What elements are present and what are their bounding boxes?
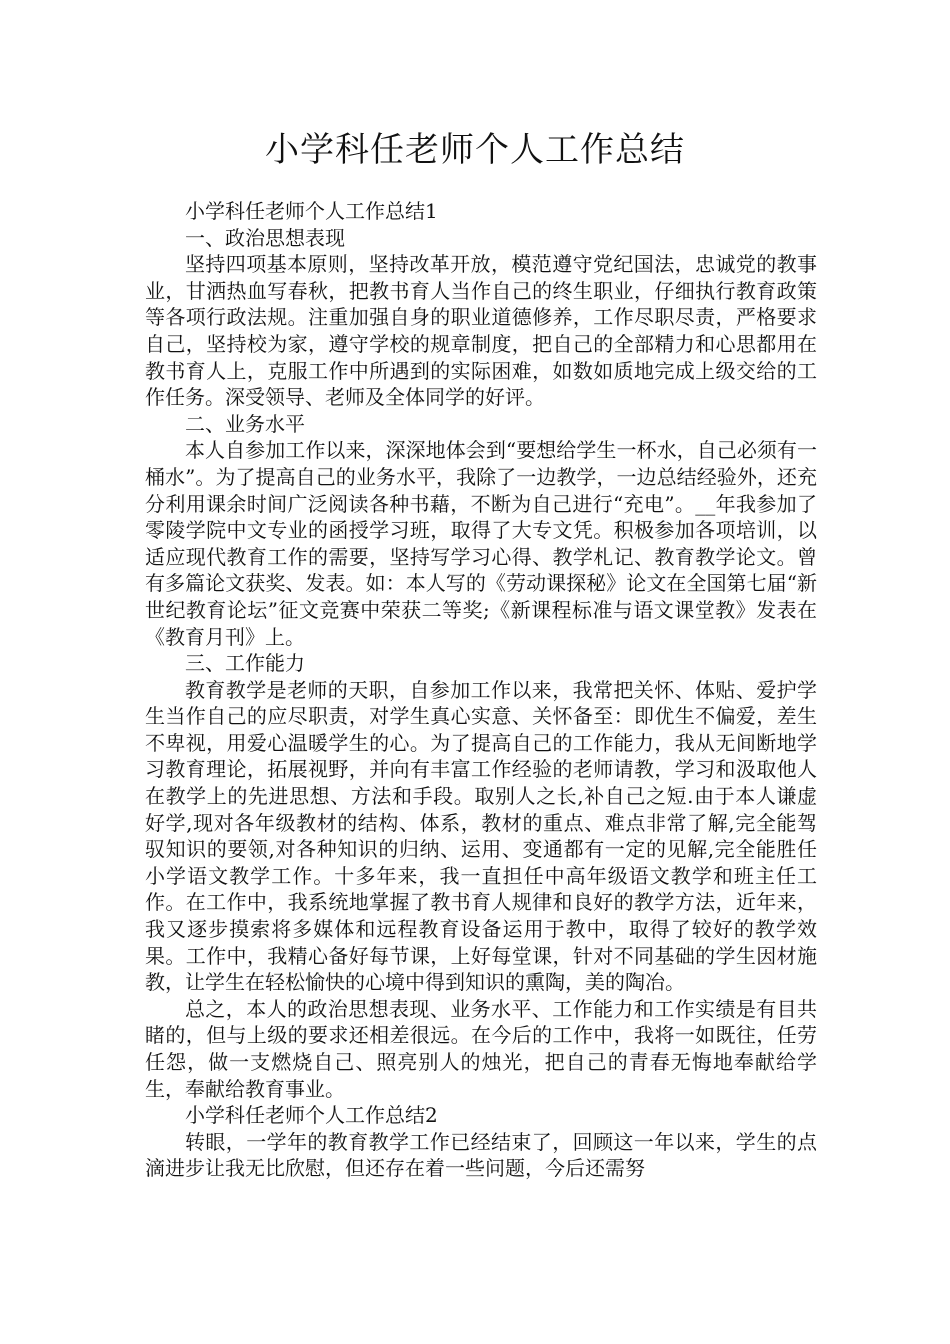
section-heading-1: 小学科任老师个人工作总结1	[185, 199, 438, 223]
paragraph-ability: 教育教学是老师的天职，自参加工作以来，我常把关怀、体贴、爱护学生当作自己的应尽职责，对学生真心实意、关怀备至：即优生不偏爱，差生不卑视，用爱心温暖学生的心。为了提高自己的工作能力，我从无间断地学习教育理论，拓展视野，并向有丰富工作经验的老师请教，学习和汲取他人在教学上的先进思想、方法和手段。取别人之长,补自己之短.由于本人谦虚好学,现对各年级教材的结构、体系，教材的重点、难点非常了解,完全能驾驭知识的要领,对各种知识的归纳、运用、变通都有一定的见解,完全能胜任小学语文教学工作。十多年来，我一直担任中高年级语文教学和班主任工作。在工作中，我系统地掌握了教书育人规律和良好的教学方法，近年来，我又逐步摸索将多媒体和远程教育设备运用于教中，取得了较好的教学效果。工作中，我精心备好每节课，上好每堂课，针对不同基础的学生因材施教，让学生在轻松愉快的心境中得到知识的熏陶，美的陶冶。	[145, 677, 817, 995]
subheading-ability: 三、工作能力	[185, 651, 305, 676]
document-title: 小学科任老师个人工作总结	[265, 130, 685, 170]
paragraph-professional: 本人自参加工作以来，深深地体会到“要想给学生一杯水，自己必须有一桶水”。为了提高自己的业务水平，我除了一边教学，一边总结经验外，还充分利用课余时间广泛阅读各种书藉，不断为自己进行“充电”。__年我参加了零陵学院中文专业的函授学习班，取得了大专文凭。积极参加各项培训，以适应现代教育工作的需要，坚持写学习心得、教学札记、教育教学论文。曾有多篇论文获奖、发表。如：本人写的《劳动课探秘》论文在全国第七届“新世纪教育论坛”征文竞赛中荣获二等奖;《新课程标准与语文课堂教》发表在《教育月刊》上。	[145, 438, 817, 649]
subheading-professional: 二、业务水平	[185, 411, 305, 436]
subheading-politics: 一、政治思想表现	[185, 225, 345, 250]
paragraph-summary: 总之，本人的政治思想表现、业务水平、工作能力和工作实绩是有目共睹的，但与上级的要求还相差很远。在今后的工作中，我将一如既往，任劳任怨，做一支燃烧自己、照亮别人的烛光，把自己的青春无悔地奉献给学生，奉献给教育事业。	[145, 996, 817, 1101]
document-body	[145, 198, 817, 1182]
paragraph-politics: 坚持四项基本原则，坚持改革开放，模范遵守党纪国法，忠诚党的教事业，甘洒热血写春秋，把教书育人当作自己的终生职业，仔细执行教育政策等各项行政法规。注重加强自身的职业道德修养，工作尽职尽责，严格要求自己，坚持校为家，遵守学校的规章制度，把自己的全部精力和心思都用在教书育人上，克服工作中所遇到的实际困难，如数如质地完成上级交给的工作任务。深受领导、老师及全体同学的好评。	[145, 252, 817, 410]
section-heading-2: 小学科任老师个人工作总结2	[185, 1103, 438, 1128]
paragraph-intro-2: 转眼，一学年的教育教学工作已经结束了，回顾这一年以来，学生的点滴进步让我无比欣慰，但还存在着一些问题，今后还需努	[145, 1129, 817, 1181]
